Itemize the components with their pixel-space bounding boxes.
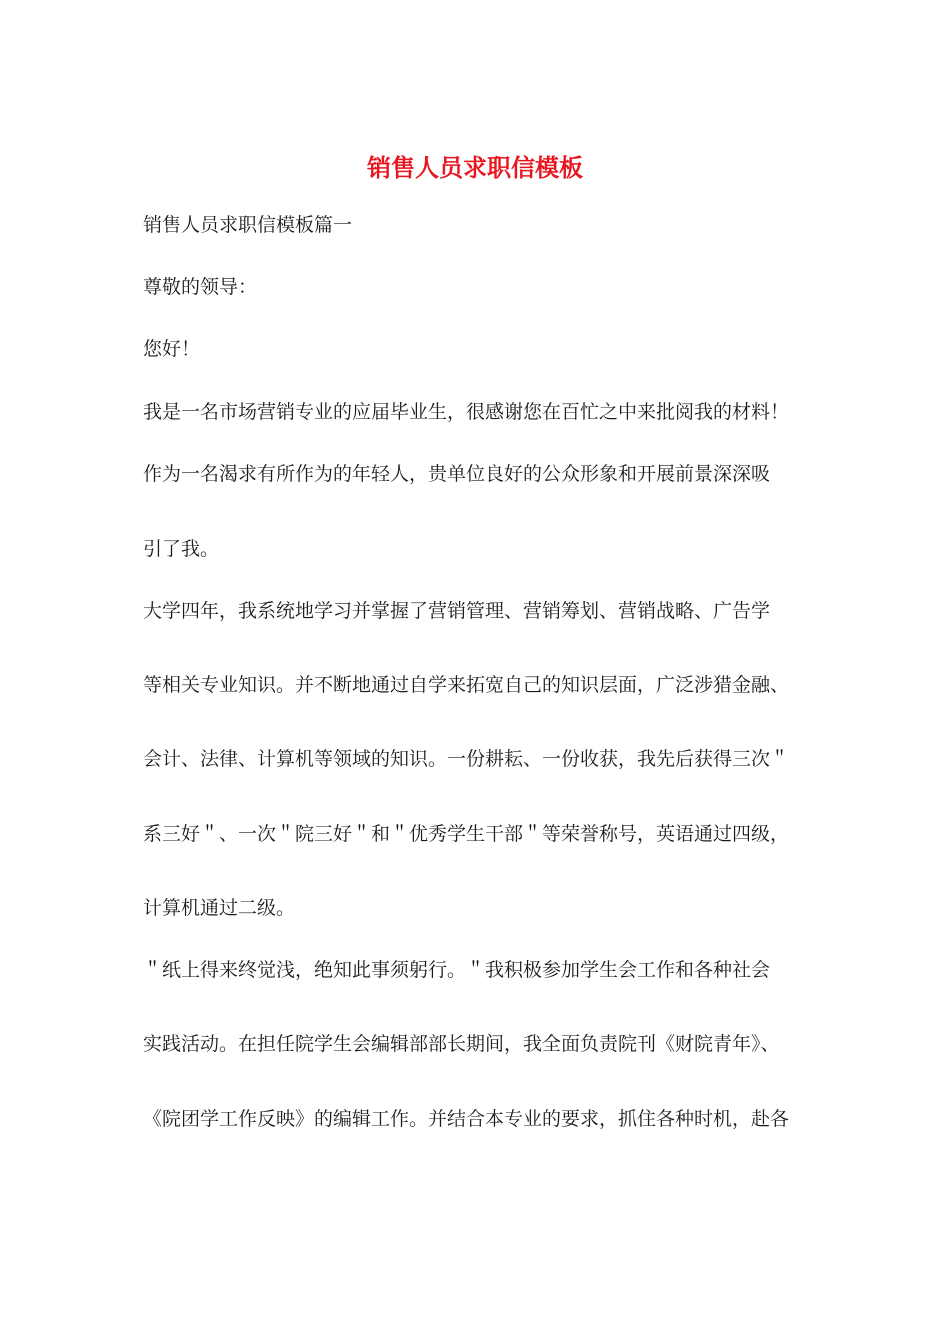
body-line: 等相关专业知识。并不断地通过自学来拓宽自己的知识层面，广泛涉猎金融、 — [143, 674, 790, 696]
salutation-line: 尊敬的领导： — [143, 276, 258, 298]
body-line: 作为一名渴求有所作为的年轻人，贵单位良好的公众形象和开展前景深深吸 — [143, 463, 771, 485]
body-line: ＂纸上得来终觉浅，绝知此事须躬行。＂我积极参加学生会工作和各种社会 — [143, 959, 771, 981]
body-line: 会计、法律、计算机等领域的知识。一份耕耘、一份收获，我先后获得三次＂ — [143, 748, 790, 770]
body-line: 《院团学工作反映》的编辑工作。并结合本专业的要求，抓住各种时机，赴各 — [143, 1108, 790, 1130]
document-title: 销售人员求职信模板 — [367, 153, 583, 182]
body-line: 计算机通过二级。 — [143, 897, 296, 919]
greeting-line: 您好！ — [143, 338, 201, 360]
body-line: 大学四年，我系统地学习并掌握了营销管理、营销筹划、营销战略、广告学 — [143, 600, 771, 622]
body-line: 我是一名市场营销专业的应届毕业生，很感谢您在百忙之中来批阅我的材料！ — [143, 401, 790, 423]
body-line: 实践活动。在担任院学生会编辑部部长期间，我全面负责院刊《财院青年》、 — [143, 1033, 780, 1055]
section-heading: 销售人员求职信模板篇一 — [143, 214, 353, 236]
body-line: 引了我。 — [143, 538, 220, 560]
body-line: 系三好＂、一次＂院三好＂和＂优秀学生干部＂等荣誉称号，英语通过四级， — [143, 823, 790, 845]
